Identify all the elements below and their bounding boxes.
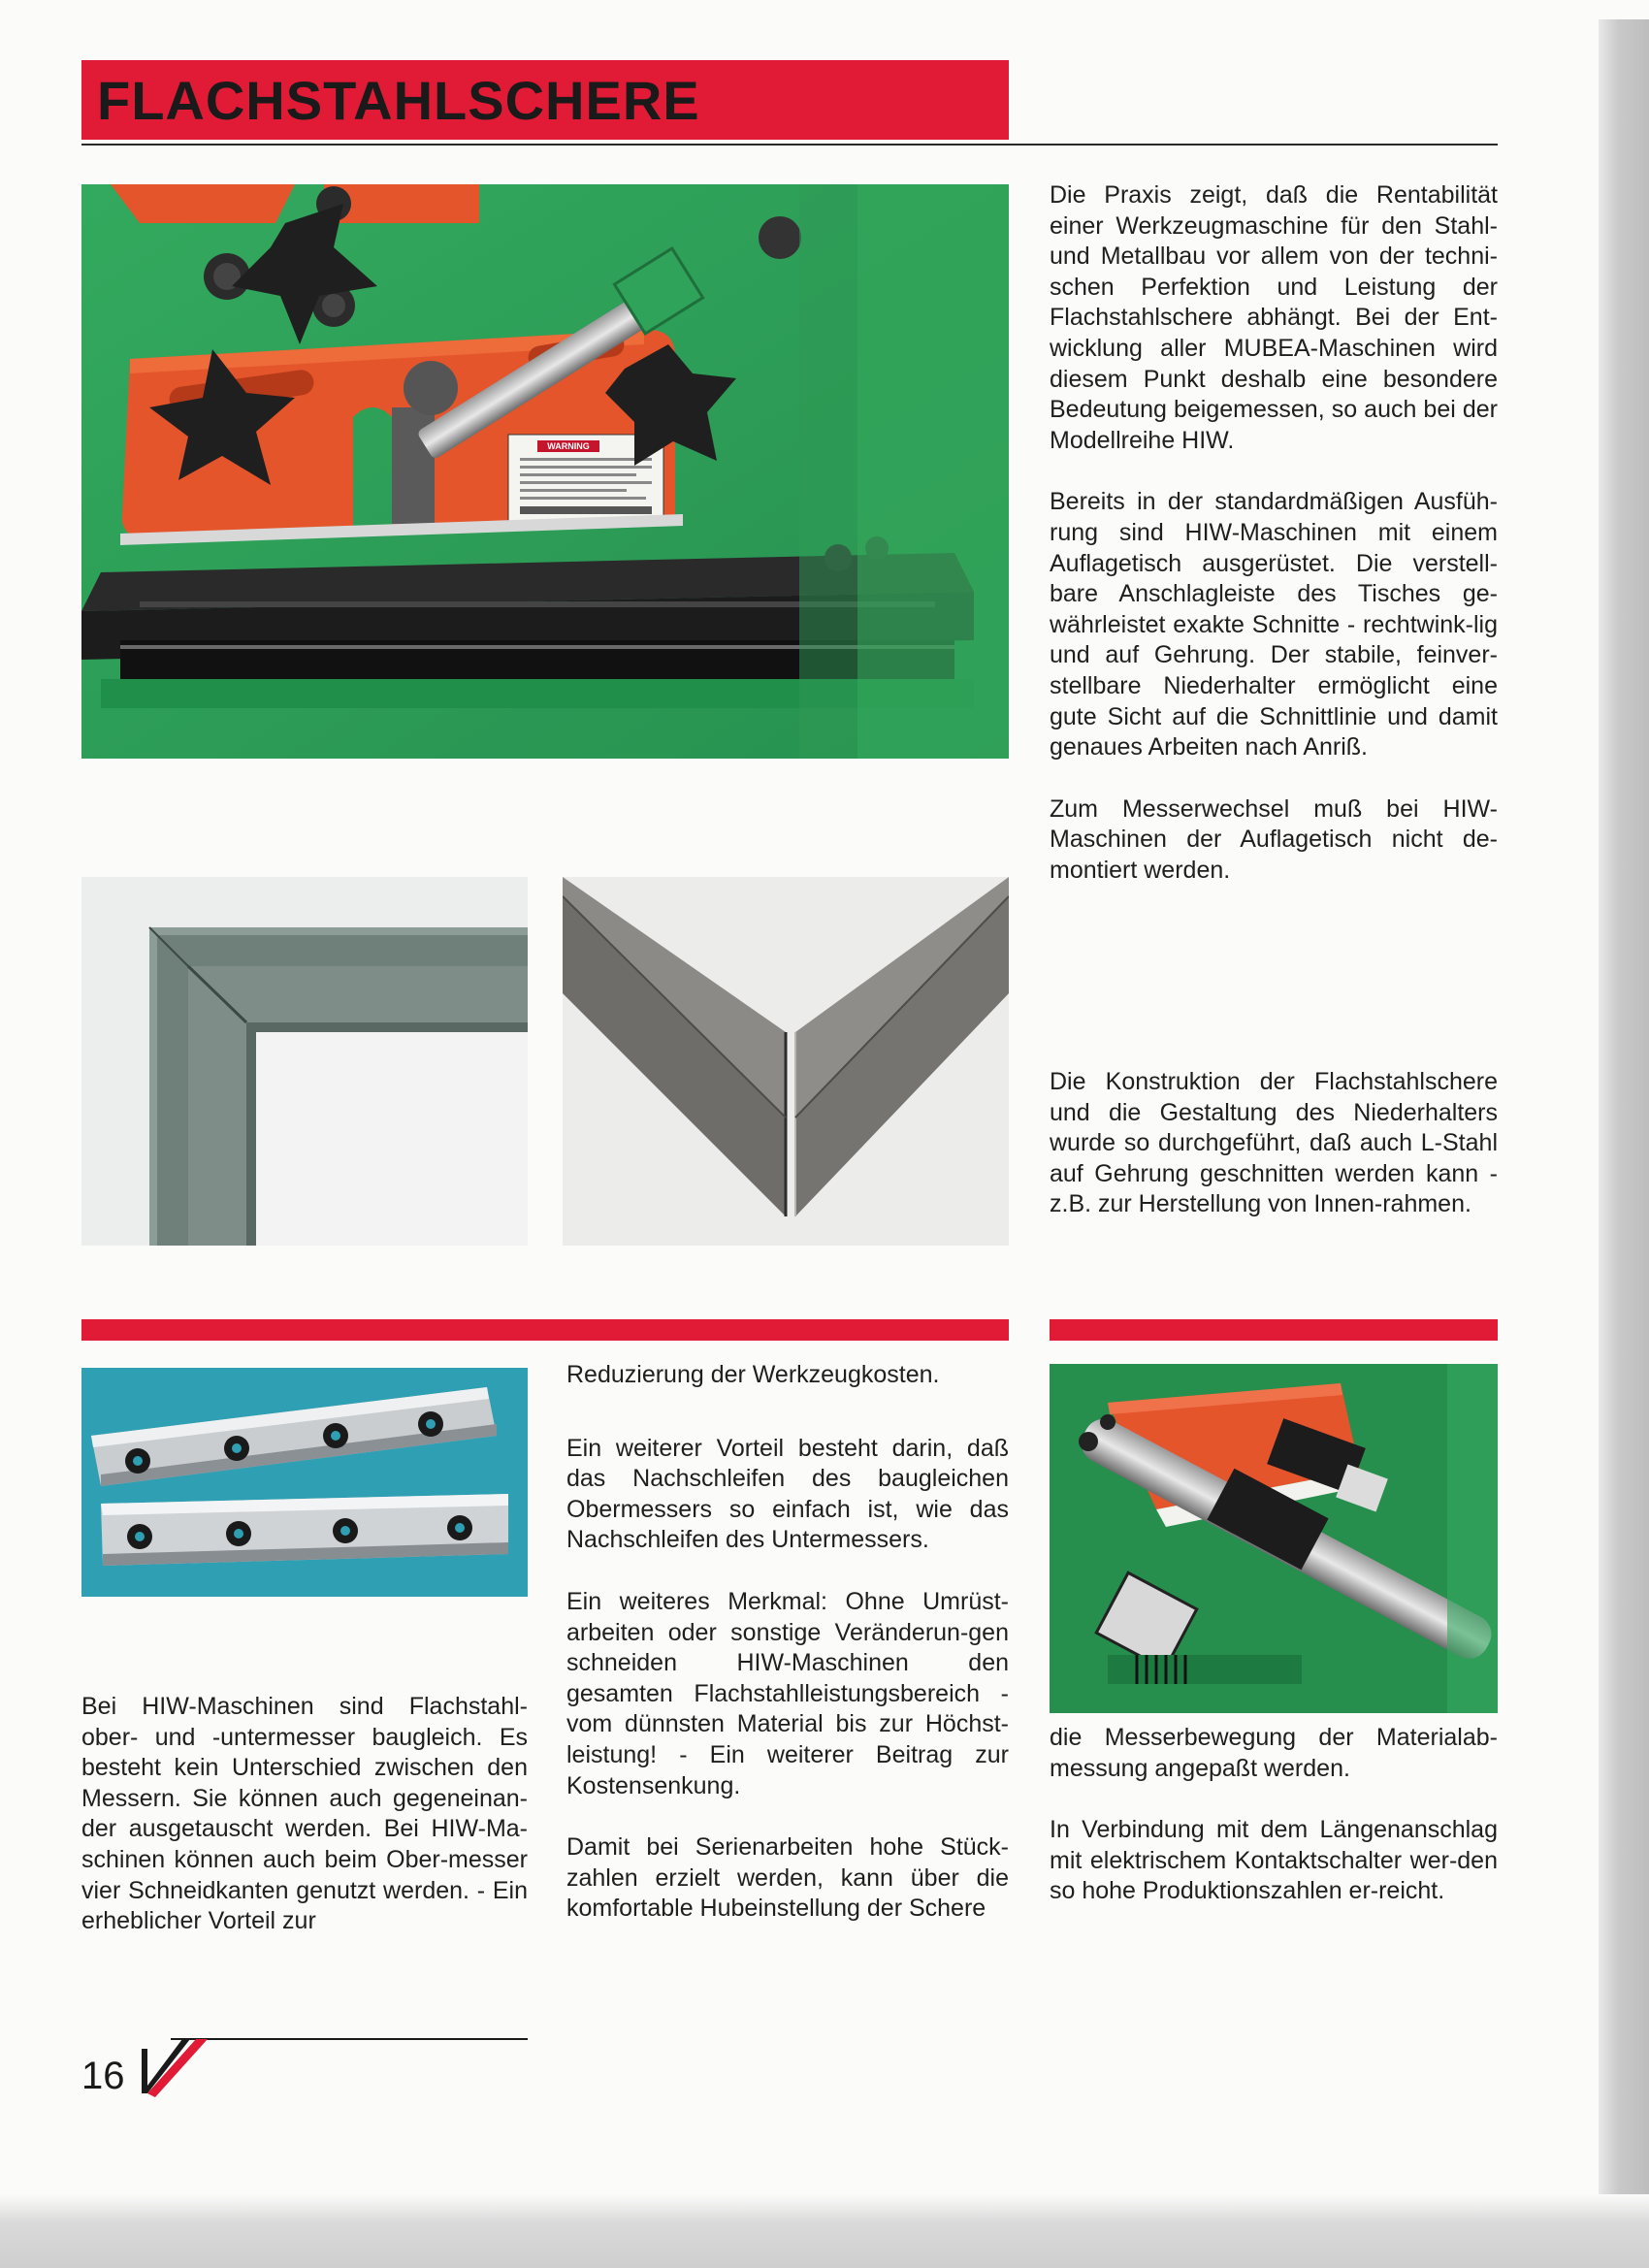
frame-photo [81,877,528,1246]
section-band-left [81,1319,1009,1341]
scan-edge-right [1599,19,1649,2268]
page-title: FLACHSTAHLSCHERE [97,70,700,131]
blades-photo [81,1368,528,1597]
column-3-text [1050,1723,1498,1907]
machine-photo [81,184,1009,759]
column-2-paragraph-2: Ein weiterer Vorteil besteht darin, daß das Nachschleifen des baugleichen Obermessers so einfach ist, wie das Nachschleifen des Untermessers. [566,1434,1009,1554]
column-1-paragraph: Bei HIW-Maschinen sind Flachstahl-ober- und -untermesser baugleich. Es besteht kein Unterschied zwischen den Messern. Sie können auch gegeneinan-der ausgetauscht werden. Bei HIW-Ma-schinen können auch beim Ober-messer vier Schneidkanten genutzt werden. - Ein erheblicher Vorteil zur [81,1693,528,1935]
column-2-text [566,1360,1009,1925]
warning-label: WARNING [547,441,590,451]
column-2-paragraph-3: Ein weiteres Merkmal: Ohne Umrüst-arbeiten oder sonstige Veränderun-gen schneiden HIW-Maschinen den gesamten Flachstahlleistungsbereich - vom dünnsten Material bis zur Höchst-leistung! - Ein weiterer Beitrag zur Kostensenkung. [566,1587,1009,1799]
column-3-paragraph-2: In Verbindung mit dem Längenanschlag mit elektrischem Kontaktschalter wer-den so hohe Produktionszahlen er-reicht. [1050,1816,1498,1905]
intro-paragraph-1: Die Praxis zeigt, daß die Rentabilität einer Werkzeugmaschine für den Stahl- und Metallbau vor allem von der techni-schen Perfektion und Leistung der Flachstahlschere abhängt. Bei der Ent-wicklung aller MUBEA-Maschinen wird diesem Punkt deshalb eine besondere Bedeutung beigemessen, so auch bei der Modellreihe HIW. [1050,181,1498,454]
column-2-paragraph-1: Reduzierung der Werkzeugkosten. [566,1361,940,1388]
column-2-paragraph-4: Damit bei Serienarbeiten hohe Stück-zahlen erzielt werden, kann über die komfortable Hubeinstellung der Schere [566,1833,1009,1923]
column-1-text [81,1692,528,1937]
intro-paragraph-2: Bereits in der standardmäßigen Ausfüh-rung sind HIW-Maschinen mit einem Auflagetisch ausgerüstet. Die verstell-bare Anschlagleiste des Tisches ge-währleistet exakte Schnitte - rechtwink-lig und auf Gehrung. Der stabile, feinver-stellbare Niederhalter ermöglicht eine gute Sicht auf die Schnittlinie und damit genaues Arbeiten nach Anriß. [1050,488,1498,761]
intro-text [1050,180,1498,886]
miter-text [1050,1067,1498,1220]
length-stop-photo [1050,1364,1498,1713]
title-rule [81,144,1498,146]
miter-photo [563,877,1009,1246]
footer-mark [81,2000,528,2107]
section-band-right [1050,1319,1498,1341]
miter-paragraph: Die Konstruktion der Flachstahlschere und die Gestaltung des Niederhalters wurde so durchgeführt, daß auch L-Stahl auf Gehrung geschnitten werden kann - z.B. zur Herstellung von Innen-rahmen. [1050,1068,1498,1218]
scan-edge-bottom [0,2194,1649,2268]
page-number: 16 [81,2055,125,2097]
column-3-paragraph-1: die Messerbewegung der Materialab-messung angepaßt werden. [1050,1724,1498,1782]
intro-paragraph-3: Zum Messerwechsel muß bei HIW-Maschinen der Auflagetisch nicht de-montiert werden. [1050,794,1498,884]
